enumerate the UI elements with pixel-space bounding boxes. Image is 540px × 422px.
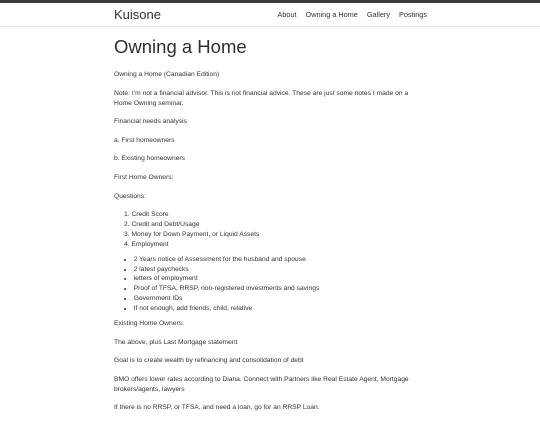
list-item: • letters of employment (124, 274, 426, 284)
list-item: • If not enough, add friends, child, relative (124, 304, 426, 314)
list-item: • 2 Years notice of Assessment for the husband and spouse (124, 255, 426, 265)
list-item: • Government IDs (124, 294, 426, 304)
site-brand[interactable]: Kuisone (114, 7, 161, 22)
list-item: 2. Credit and Debt/Usage (124, 220, 426, 230)
nav-postings[interactable]: Postings (399, 10, 427, 19)
existing-homeowners-item: b. Existing homeowners (114, 155, 185, 163)
first-homeowners-item: a. First homeowners (114, 136, 175, 144)
list-item: 4. Employment (124, 240, 426, 250)
navbar (0, 3, 540, 27)
questions-list (124, 210, 426, 249)
intro-line: Owning a Home (Canadian Edition) (114, 71, 220, 78)
list-item: • 2 latest paychecks (124, 265, 426, 275)
nav-owning-a-home[interactable]: Owning a Home (305, 10, 358, 19)
requirements-list (124, 255, 426, 314)
list-item: 1. Credit Score (124, 210, 426, 220)
existing-home-owners-heading: Existing Home Owners: (114, 319, 184, 327)
page-title: Owning a Home (114, 36, 247, 57)
nav-about[interactable]: About (277, 10, 297, 19)
first-home-owners-heading: First Home Owners: (114, 173, 174, 181)
article (114, 36, 426, 422)
goal-note: Goal is to create wealth by refinancing and consolidation of debt (114, 357, 304, 365)
nav-gallery[interactable]: Gallery (366, 10, 390, 19)
disclaimer: Note: I’m not a financial advisor. This is not financial advice. These are just some notes I made on a Home Owning seminar. (114, 89, 409, 107)
section-financial-needs: Financial needs analysis (114, 118, 187, 126)
main-nav (277, 9, 427, 21)
list-item: • Proof of TFSA, RRSP, non-registered investments and savings (124, 284, 426, 294)
mortgage-statement-note: The above, plus Last Mortgage statement (114, 338, 238, 346)
questions-heading: Questions: (114, 192, 146, 200)
rrsp-loan-note: If there is no RRSP, or TFSA, and need a loan, go for an RRSP Loan. (114, 404, 320, 412)
list-item: 3. Money for Down Payment, or Liquid Assets (124, 230, 426, 240)
bmo-note: BMO offers lower rates according to Diana. Connect with Partners like Real Estate Agent, Mortgage brokers/agents, lawyers (114, 375, 409, 393)
